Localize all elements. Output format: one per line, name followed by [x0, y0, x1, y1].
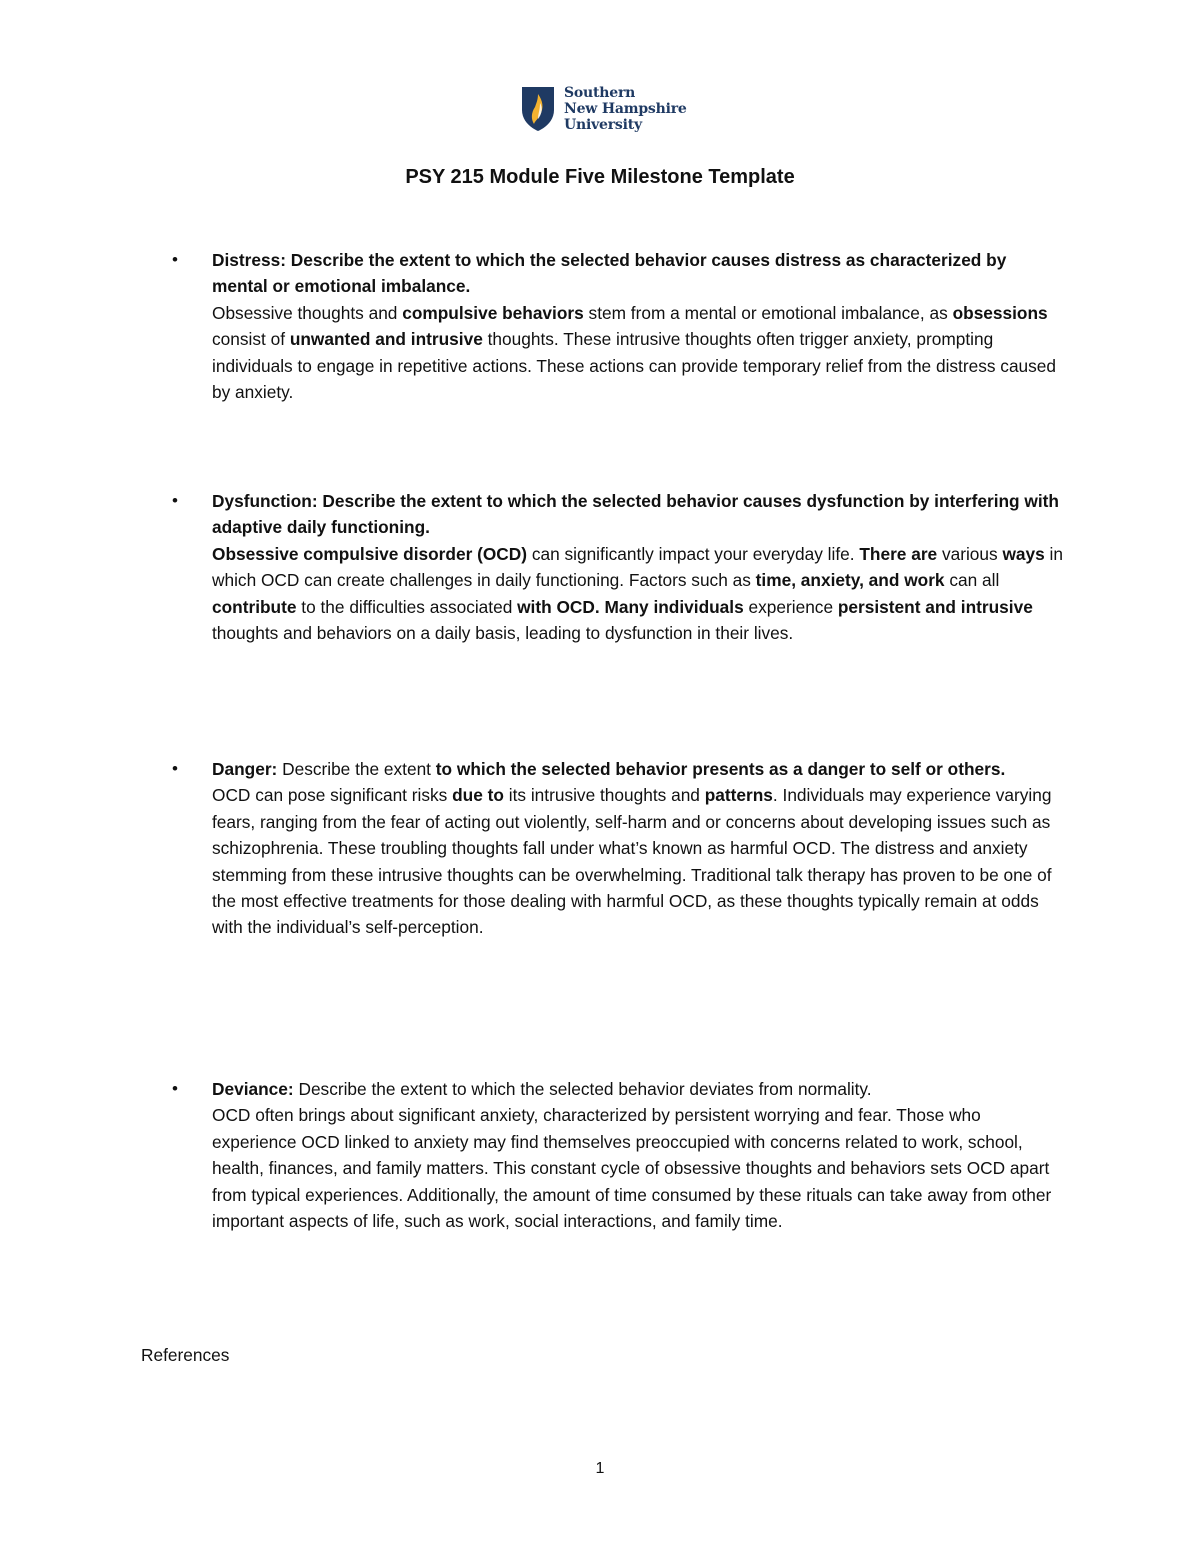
- section-response: [212, 541, 1064, 647]
- heading-label: Distress:: [212, 250, 286, 270]
- document-title: PSY 215 Module Five Milestone Template: [405, 166, 795, 188]
- heading-label: Deviance:: [212, 1079, 294, 1099]
- response-text-run: compulsive behaviors: [402, 302, 584, 323]
- response-text-run: thoughts. These intrusive thoughts often trigger anxiety, prompting individuals to engage in repetitive actions. These actions can provide temporary relief from the distress caused by anxiety.: [212, 329, 1057, 403]
- response-text-run: stem from a mental or emotional imbalance, as: [583, 302, 953, 323]
- response-text-run: contribute: [212, 596, 297, 617]
- section-heading: [212, 1076, 1064, 1102]
- response-text-run: various: [937, 543, 1003, 564]
- response-text-run: thoughts and behaviors on a daily basis, leading to dysfunction in their lives.: [212, 623, 794, 644]
- section-response: [212, 300, 1064, 406]
- logo-line: Southern: [564, 85, 636, 101]
- response-text-run: There are: [859, 543, 938, 564]
- response-text-run: obsessions: [952, 302, 1048, 323]
- response-text-run: consist of: [212, 329, 290, 350]
- response-text-run: patterns: [704, 785, 773, 806]
- section-response: [212, 1102, 1064, 1234]
- response-text-run: in which OCD can create challenges in daily functioning. Factors such as: [212, 543, 1064, 591]
- response-text-run: to the difficulties associated: [296, 596, 518, 617]
- page-number: 1: [595, 1460, 605, 1477]
- shield-flame-icon: [521, 86, 555, 132]
- response-text-run: ways: [1002, 543, 1045, 564]
- response-text-run: Obsessive compulsive disorder (OCD): [212, 543, 528, 564]
- bullet-icon: •: [172, 250, 178, 269]
- section-distress: [172, 247, 1064, 405]
- section-heading: [212, 247, 1064, 300]
- response-text-run: due to: [452, 785, 504, 806]
- logo-line: New Hampshire: [564, 101, 687, 117]
- heading-label: Danger:: [212, 759, 278, 779]
- section-heading: [212, 488, 1064, 541]
- response-text-run: experience: [743, 596, 838, 617]
- heading-prompt-plain: Describe the extent to which the selected behavior deviates from normality.: [293, 1079, 872, 1099]
- university-logo: [521, 85, 687, 133]
- response-text-run: can all: [944, 570, 1000, 591]
- bullet-icon: •: [172, 1079, 178, 1098]
- logo-wordmark: [564, 85, 687, 133]
- response-text-run: persistent and intrusive: [837, 596, 1033, 617]
- response-text-run: OCD often brings about significant anxiety, characterized by persistent worrying and fear. Those who experience OCD linked to anxiety may find themselves preoccupied with concerns related to work, school, health, finances, and family matters. This constant cycle of obsessive thoughts and behaviors sets OCD apart from typical experiences. Additionally, the amount of time consumed by these rituals can take away from other important aspects of life, such as work, social interactions, and family time.: [212, 1105, 1052, 1232]
- response-text-run: can significantly impact your everyday life.: [527, 543, 860, 564]
- section-response: [212, 782, 1064, 940]
- bullet-icon: •: [172, 491, 178, 510]
- section-deviance: [172, 1076, 1064, 1234]
- heading-prompt: to which the selected behavior presents as a danger to self or others.: [435, 759, 1006, 779]
- response-text-run: time, anxiety, and work: [755, 570, 945, 591]
- heading-prompt: Describe the extent to which the selected behavior causes dysfunction by interfering with adaptive daily functioning.: [212, 491, 1059, 538]
- response-text-run: . Individuals may experience varying fears, ranging from the fear of acting out violently, self-harm and or concerns about developing issues such as schizophrenia. These troubling thoughts fall under what’s known as harmful OCD. The distress and anxiety stemming from these intrusive thoughts can be overwhelming. Traditional talk therapy has proven to be one of the most effective treatments for those dealing with harmful OCD, as these thoughts typically remain at odds with the individual’s self-perception.: [212, 785, 1052, 938]
- section-heading: [212, 756, 1064, 782]
- references-heading: References: [141, 1345, 230, 1365]
- response-text-run: with OCD. Many individuals: [517, 596, 744, 617]
- heading-label: Dysfunction:: [212, 491, 318, 511]
- section-dysfunction: [172, 488, 1064, 646]
- bullet-icon: •: [172, 759, 178, 778]
- logo-line: University: [564, 117, 642, 133]
- section-danger: [172, 756, 1064, 941]
- response-text-run: Obsessive thoughts and: [212, 302, 403, 323]
- response-text-run: OCD can pose significant risks: [212, 785, 453, 806]
- heading-prompt-plain: Describe the extent: [277, 759, 436, 779]
- response-text-run: unwanted and intrusive: [289, 329, 483, 350]
- heading-prompt: Describe the extent to which the selected behavior causes distress as characterized by mental or emotional imbalance.: [212, 250, 1007, 297]
- response-text-run: its intrusive thoughts and: [503, 785, 705, 806]
